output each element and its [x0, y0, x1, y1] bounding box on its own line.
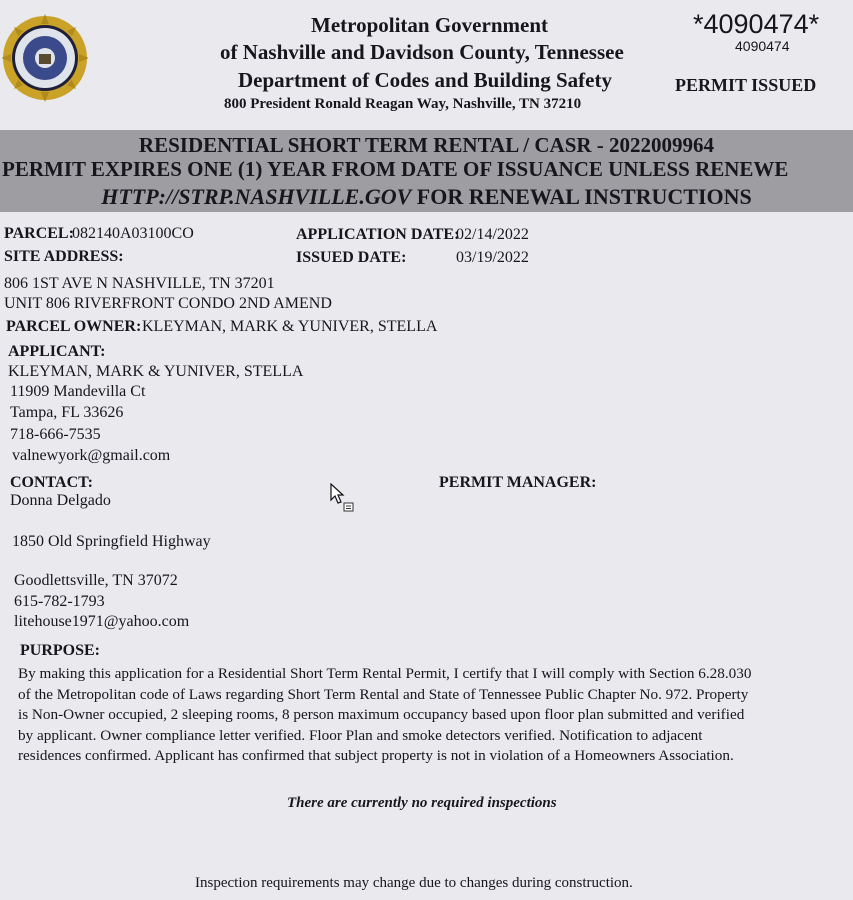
header-county-title: of Nashville and Davidson County, Tennessee [220, 40, 624, 64]
mouse-pointer-icon [330, 483, 356, 515]
purpose-line: of the Metropolitan code of Laws regarding Short Term Rental and State of Tennessee Public Chapter No. 972. Property [18, 685, 749, 703]
permit-manager-label: PERMIT MANAGER: [439, 474, 597, 491]
banner-expiry-notice: PERMIT EXPIRES ONE (1) YEAR FROM DATE OF ISSUANCE UNLESS RENEWE [2, 157, 789, 181]
header-government-title: Metropolitan Government [311, 13, 548, 37]
permit-status: PERMIT ISSUED [675, 75, 817, 95]
contact-email: litehouse1971@yahoo.com [14, 613, 190, 630]
purpose-line: By making this application for a Residential Short Term Rental Permit, I certify that I will comply with Section 6.28.030 [18, 665, 752, 682]
issued-date-value: 03/19/2022 [456, 249, 529, 266]
contact-street: 1850 Old Springfield Highway [12, 533, 211, 550]
application-date-label: APPLICATION DATE: [296, 226, 460, 243]
parcel-label: PARCEL: [4, 225, 74, 242]
applicant-label: APPLICANT: [8, 343, 106, 360]
applicant-city: Tampa, FL 33626 [10, 404, 124, 421]
metro-nashville-seal [2, 12, 88, 104]
purpose-line: is Non-Owner occupied, 2 sleeping rooms, 8 person maximum occupancy based upon floor plan submitted and verified [18, 706, 745, 723]
parcel-value: 082140A03100CO [72, 225, 194, 242]
applicant-phone: 718-666-7535 [10, 426, 101, 443]
banner-permit-type: RESIDENTIAL SHORT TERM RENTAL / CASR - 2022009964 [138, 133, 715, 157]
purpose-text [18, 664, 853, 767]
purpose-label: PURPOSE: [20, 642, 100, 659]
header-address: 800 President Ronald Reagan Way, Nashville, TN 37210 [224, 96, 582, 112]
renewal-url[interactable]: HTTP://STRP.NASHVILLE.GOV [101, 184, 412, 209]
purpose-line: residences confirmed. Applicant has confirmed that subject property is not in violation of a Homeowners Association. [18, 747, 734, 764]
header-department-title: Department of Codes and Building Safety [238, 68, 612, 92]
site-address-line1: 806 1ST AVE N NASHVILLE, TN 37201 [4, 275, 275, 292]
renewal-text: FOR RENEWAL INSTRUCTIONS [411, 184, 752, 209]
parcel-owner-label: PARCEL OWNER: [6, 318, 142, 335]
purpose-line: by applicant. Owner compliance letter verified. Floor Plan and smoke detectors verified. Notification to adjacent [18, 726, 703, 744]
applicant-name: KLEYMAN, MARK & YUNIVER, STELLA [8, 363, 304, 380]
issued-date-label: ISSUED DATE: [296, 249, 407, 266]
applicant-email: valnewyork@gmail.com [12, 447, 171, 464]
site-address-label: SITE ADDRESS: [4, 248, 124, 265]
permit-barcode-text: *4090474* [693, 9, 820, 39]
application-date-value: 02/14/2022 [456, 226, 529, 243]
site-address-line2: UNIT 806 RIVERFRONT CONDO 2ND AMEND [4, 295, 332, 312]
contact-city: Goodlettsville, TN 37072 [14, 572, 178, 589]
contact-name: Donna Delgado [10, 492, 111, 509]
applicant-street: 11909 Mandevilla Ct [10, 383, 146, 400]
permit-number: 4090474 [735, 38, 790, 54]
banner-renewal-instructions [0, 184, 853, 210]
contact-phone: 615-782-1793 [14, 593, 105, 610]
inspection-footer-note: Inspection requirements may change due to changes during construction. [195, 875, 633, 891]
no-inspections-notice: There are currently no required inspections [287, 795, 557, 811]
parcel-owner-value: KLEYMAN, MARK & YUNIVER, STELLA [142, 318, 438, 335]
contact-label: CONTACT: [10, 474, 93, 491]
